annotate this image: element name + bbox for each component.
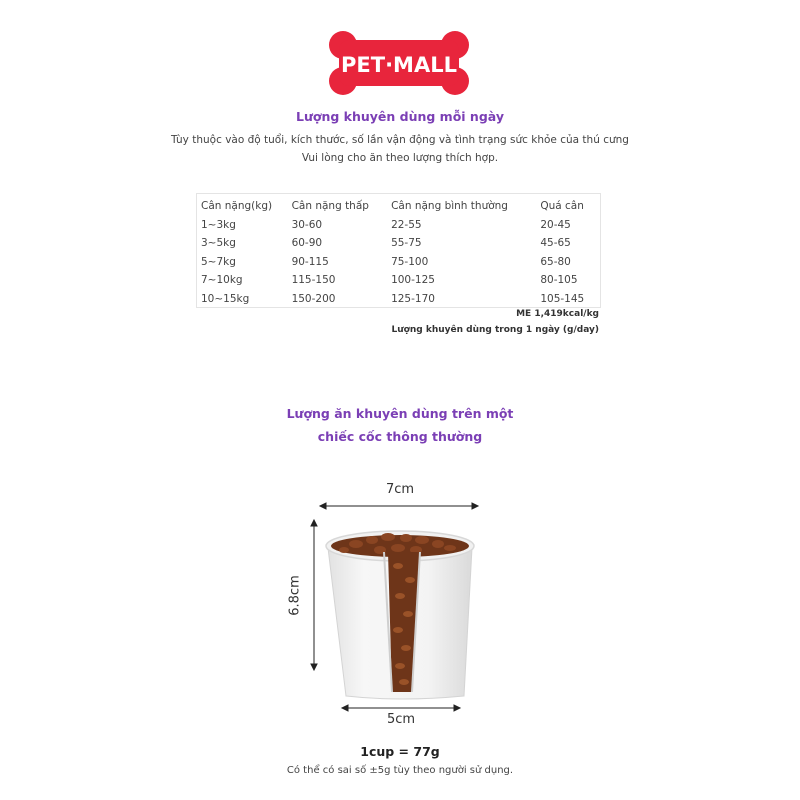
table-cell: 125-170 — [391, 292, 435, 305]
cup-weight-label: 1cup = 77g — [360, 744, 440, 759]
table-row — [201, 253, 600, 272]
table-cell: 7~10kg — [201, 274, 243, 287]
table-cell: 65-80 — [540, 255, 571, 268]
height-label: 6.8cm — [287, 575, 303, 616]
bottom-width-label: 5cm — [387, 712, 416, 727]
top-width-arrow — [320, 503, 478, 509]
petmall-logo — [329, 28, 469, 98]
header-over: Quá cân — [540, 200, 584, 213]
table-cell: 150-200 — [291, 292, 336, 305]
header-normal: Cân nặng bình thường — [391, 200, 508, 213]
cup-title — [0, 402, 800, 448]
table-cell: 80-105 — [540, 274, 578, 287]
table-header-row — [201, 197, 600, 216]
feeding-table-box — [196, 193, 601, 308]
top-width-label: 7cm — [386, 482, 415, 497]
table-row — [201, 234, 600, 253]
table-cell: 3~5kg — [201, 237, 236, 250]
desc-line-1: Tùy thuộc vào độ tuổi, kích thước, số lần vận động và tình trạng sức khỏe của thú cưng — [171, 134, 629, 146]
unit-note: Lượng khuyên dùng trong 1 ngày (g/day) — [391, 325, 599, 335]
cup-tolerance-note: Có thể có sai số ±5g tùy theo người sử dụng. — [286, 765, 514, 776]
feeding-table — [201, 197, 600, 308]
header-low: Cân nặng thấp — [291, 200, 369, 213]
daily-description — [0, 131, 800, 167]
table-cell: 105-145 — [540, 292, 585, 305]
energy-note: ME 1,419kcal/kg — [516, 309, 599, 319]
table-cell: 45-65 — [540, 237, 571, 250]
table-cell: 55-75 — [391, 237, 422, 250]
table-cell: 5~7kg — [201, 255, 236, 268]
desc-line-2: Vui lòng cho ăn theo lượng thích hợp. — [301, 152, 499, 164]
height-arrow — [311, 520, 317, 670]
table-row — [201, 290, 600, 309]
table-row — [201, 271, 600, 290]
daily-title: Lượng khuyên dùng mỗi ngày — [296, 109, 504, 124]
table-row — [201, 216, 600, 235]
table-cell: 10~15kg — [201, 292, 250, 305]
bottom-width-arrow — [342, 705, 460, 711]
table-cell: 90-115 — [291, 255, 329, 268]
cup-title-line-1: Lượng ăn khuyên dùng trên một — [286, 406, 514, 421]
cup-illustration — [280, 470, 520, 730]
table-cell: 115-150 — [291, 274, 336, 287]
cup-title-line-2: chiếc cốc thông thường — [317, 429, 483, 444]
table-cell: 30-60 — [291, 218, 323, 231]
table-cell: 22-55 — [391, 218, 422, 231]
table-cell: 60-90 — [291, 237, 323, 250]
table-cell: 75-100 — [391, 255, 429, 268]
header-weight: Cân nặng(kg) — [201, 200, 273, 213]
table-cell: 20-45 — [540, 218, 571, 231]
table-cell: 1~3kg — [201, 218, 236, 231]
table-cell: 100-125 — [391, 274, 435, 287]
logo-text: PET·MALL — [341, 53, 457, 77]
